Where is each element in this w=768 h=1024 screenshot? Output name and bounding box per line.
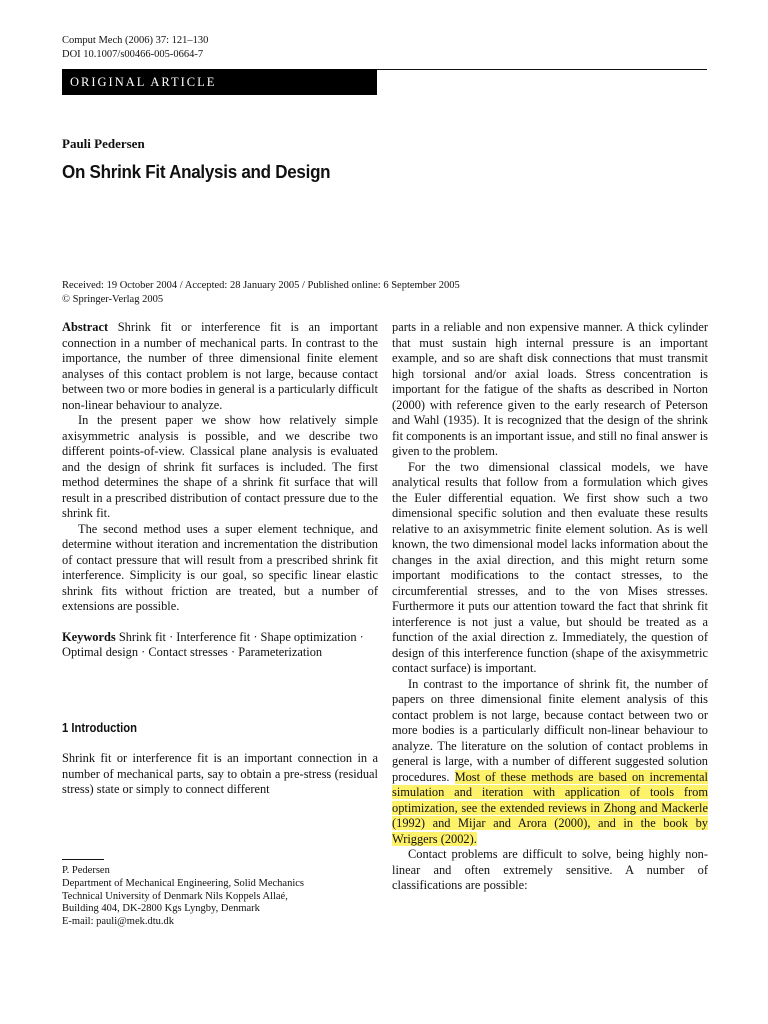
article-title: On Shrink Fit Analysis and Design: [62, 161, 331, 182]
right-p3: [392, 677, 708, 848]
right-p1: parts in a reliable and non expensive manner. A thick cylinder that must sustain high internal pressure is an important example, and so are shaft disk connections that must transmit high torsional and/or axial loads. Stress concentration is important for the fatigue of the shafts as described in Norton (2000) with reference given to the early research of Peterson and Wahl (1935). It is recognized that the design of the shrink fit components is an important issue, and still no final answer is given to the problem.: [392, 320, 708, 458]
affiliation-dept: Department of Mechanical Engineering, Solid Mechanics: [62, 877, 305, 889]
publication-dates: [62, 279, 460, 307]
banner-rule: [377, 69, 707, 70]
left-column: [62, 320, 378, 798]
keywords: [62, 630, 378, 661]
affiliation-building: Building 404, DK-2800 Kgs Lyngby, Denmark: [62, 903, 260, 915]
dates-line: Received: 19 October 2004 / Accepted: 28 January 2005 / Published online: 6 September 2005: [62, 280, 460, 291]
abstract-p2: In the present paper we show how relatively simple axisymmetric analysis is possible, and we describe two different points-of-view. Classical plane analysis is evaluated and the design of shrink fit surfaces is included. The first method determines the shape of a shrink fit surface that will result in a prescribed distribution of contact pressure due to the shrink fit.: [62, 413, 378, 520]
keywords-label: Keywords: [62, 629, 116, 644]
copyright: © Springer-Verlag 2005: [62, 294, 164, 305]
right-column: [392, 320, 708, 894]
intro-p1: Shrink fit or interference fit is an important connection in a number of mechanical parts, say to obtain a pre-stress (residual stress) state or simply to connect different: [62, 751, 378, 796]
affiliation-name: P. Pedersen: [62, 865, 110, 876]
abstract-p1: [62, 320, 378, 413]
right-p2: For the two dimensional classical models, we have analytical results that follow from a formulation which gives the Euler differential equation. We first show such a two dimensional specific solution and then evaluate these results relative to an axisymmetric finite element solution. As is well known, the two dimensional model lacks information about the changes in the axial direction, and this might return some important modifications to the contact stresses, to the circumferential stresses, and to the von Mises stresses. Furthermore it puts our attention toward the fact that shrink fit interference is not just a value, but should be treated as a function of the axial direction z. Immediately, the question of design of this interference function (shape of the axisymmetric contact surface) is important.: [392, 459, 708, 675]
affiliation-email: E-mail: pauli@mek.dtu.dk: [62, 916, 175, 928]
footnote-rule: [62, 859, 104, 860]
author-affiliation: [62, 865, 304, 929]
abstract-label: Abstract: [62, 320, 109, 334]
abstract-p3: The second method uses a super element technique, and determine without iteration and incrementation the distribution of contact pressure that will result from a prescribed shrink fit interference. Simplicity is our goal, so specific linear elastic shrink fits without friction are treated, but a number of extensions are possible.: [62, 521, 378, 613]
section-heading-introduction: 1 Introduction: [62, 720, 137, 735]
keywords-text: Shrink fit · Interference fit · Shape optimization · Optimal design · Contact stresses · Parameterization: [62, 629, 364, 659]
author-name: Pauli Pedersen: [62, 136, 145, 151]
highlighted-passage[interactable]: Most of these methods are based on incremental simulation and iteration with application of tools from optimization, see the extended reviews in Zhong and Mackerle (1992) and Mijar and Arora (2000), and in the book by Wriggers (2002).: [392, 769, 708, 846]
right-p4: Contact problems are difficult to solve, being highly non-linear and often extremely sensitive. A number of classifications are possible:: [392, 847, 708, 892]
article-type-banner: ORIGINAL ARTICLE: [62, 69, 377, 95]
right-p3-text: In contrast to the importance of shrink fit, the number of papers on three dimensional finite element analysis of this contact problem is not large, because contact between two or more bodies is a particularly difficult non-linear behaviour to analyze. The literature on the solution of contact problems in general is large, with a number of different suggested solution procedures.: [392, 676, 708, 784]
journal-reference: [62, 34, 208, 62]
doi: DOI 10.1007/s00466-005-0664-7: [62, 49, 204, 60]
journal-citation: Comput Mech (2006) 37: 121–130: [62, 35, 209, 46]
abstract-p1-text: Shrink fit or interference fit is an important connection in a number of mechanical parts. In contrast to the importance, the number of three dimensional finite element analyses of this contact problem is not large, because contact between two or more bodies in general is a particularly difficult non-linear behaviour to analyze.: [62, 320, 378, 412]
affiliation-univ: Technical University of Denmark Nils Koppels Allaé,: [62, 890, 288, 902]
